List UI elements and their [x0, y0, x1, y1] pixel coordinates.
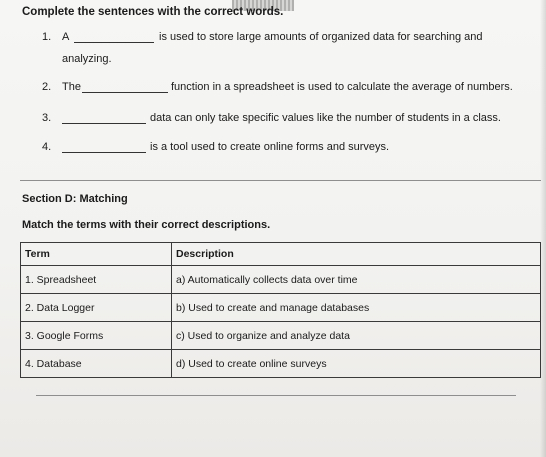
matching-instruction: Match the terms with their correct descriptions.	[22, 219, 271, 231]
matching-table	[20, 242, 541, 378]
term-cell: 2. Data Logger	[21, 294, 172, 322]
term-cell: 1. Spreadsheet	[21, 266, 172, 294]
table-row	[21, 266, 541, 294]
table-row	[21, 294, 541, 322]
description-cell: a) Automatically collects data over time	[172, 266, 541, 294]
bottom-divider	[36, 395, 516, 396]
fill-in-heading: Complete the sentences with the correct words.	[22, 6, 284, 18]
question-3-number: 3.	[42, 112, 52, 124]
description-cell: c) Used to organize and analyze data	[172, 322, 541, 350]
page-edge-shadow	[540, 0, 546, 457]
question-1-continuation: analyzing.	[62, 53, 112, 65]
description-column-header: Description	[172, 243, 541, 266]
question-4-number: 4.	[42, 141, 52, 153]
question-1-blank[interactable]	[74, 42, 154, 43]
question-3-text: data can only take specific values like the number of students in a class.	[150, 112, 501, 124]
question-3-blank[interactable]	[62, 123, 146, 124]
section-divider	[20, 180, 541, 181]
question-2-number: 2.	[42, 81, 52, 93]
question-4-text: is a tool used to create online forms and surveys.	[150, 141, 390, 153]
table-row	[21, 350, 541, 378]
section-title: Section D: Matching	[22, 193, 128, 205]
question-4-blank[interactable]	[62, 152, 146, 153]
question-1-text: is used to store large amounts of organized data for searching and	[159, 31, 483, 43]
table-header-row	[21, 243, 541, 266]
term-column-header: Term	[21, 243, 172, 266]
description-cell: d) Used to create online surveys	[172, 350, 541, 378]
term-cell: 4. Database	[21, 350, 172, 378]
table-row	[21, 322, 541, 350]
question-1-prefix: A	[62, 31, 70, 43]
question-2-prefix: The	[62, 81, 81, 93]
question-2-blank[interactable]	[82, 92, 168, 93]
question-2-text: function in a spreadsheet is used to calculate the average of numbers.	[171, 81, 513, 93]
description-cell: b) Used to create and manage databases	[172, 294, 541, 322]
term-cell: 3. Google Forms	[21, 322, 172, 350]
question-1-number: 1.	[42, 31, 52, 43]
